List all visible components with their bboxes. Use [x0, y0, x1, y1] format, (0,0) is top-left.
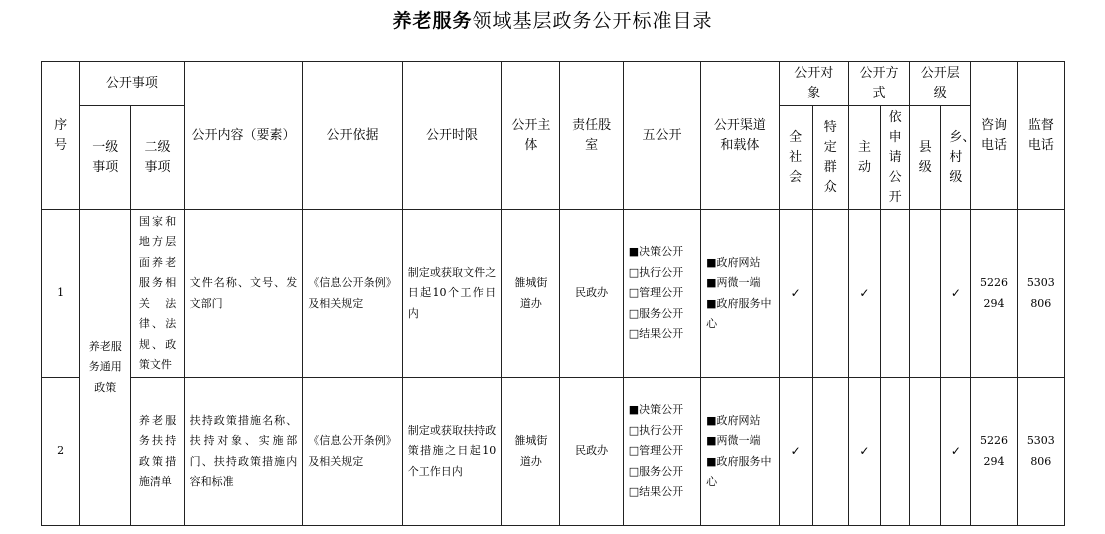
- five-public-item: □服务公开: [628, 306, 684, 320]
- row-five-public: [623, 210, 700, 378]
- five-public-item: ■决策公开: [628, 245, 684, 259]
- header-content: 公开内容（要素）: [184, 62, 303, 210]
- five-public-item: □管理公开: [628, 444, 684, 458]
- row-dept: 民政办: [560, 210, 623, 378]
- header-basis: 公开依据: [303, 62, 402, 210]
- row-target-specific-check: [812, 378, 848, 526]
- header-level2: 二级事项: [131, 106, 184, 210]
- header-level-village: 乡、村级: [941, 106, 971, 210]
- row-basis: 《信息公开条例》及相关规定: [303, 378, 402, 526]
- row-time-limit: 制定或获取扶持政策措施之日起10个工作日内: [402, 378, 501, 526]
- row-target-specific-check: [812, 210, 848, 378]
- row-method-request-check: [881, 378, 910, 526]
- header-row-1: [42, 62, 1065, 106]
- row-target-all-check: ✓: [779, 378, 812, 526]
- row-seq: 1: [42, 210, 80, 378]
- row-level-village-check: ✓: [941, 378, 971, 526]
- row-level2: 养老服务扶持政策措施清单: [131, 378, 184, 526]
- five-public-item: □服务公开: [628, 464, 684, 478]
- row-consult-phone: 5226294: [971, 210, 1017, 378]
- header-supervise-phone: 监督电话: [1017, 62, 1064, 210]
- five-public-item: ■决策公开: [628, 403, 684, 417]
- header-level1: 一级事项: [80, 106, 131, 210]
- page-title: [0, 6, 1105, 33]
- header-seq: 序号: [42, 62, 80, 210]
- row-subject: 雒城街道办: [502, 210, 560, 378]
- header-channel: 公开渠道和载体: [701, 62, 779, 210]
- row-target-all-check: ✓: [779, 210, 812, 378]
- channel-item: ■两微一端: [706, 434, 761, 447]
- row-method-request-check: [881, 210, 910, 378]
- row-basis: 《信息公开条例》及相关规定: [303, 210, 402, 378]
- row-content: 文件名称、文号、发文部门: [184, 210, 303, 378]
- header-target-specific: 特定群众: [812, 106, 848, 210]
- header-dept: 责任股室: [560, 62, 623, 210]
- row-supervise-phone: 5303806: [1017, 210, 1064, 378]
- row-level-village-check: ✓: [941, 210, 971, 378]
- row-content: 扶持政策措施名称、扶持对象、实施部门、扶持政策措施内容和标准: [184, 378, 303, 526]
- row-time-limit: 制定或获取文件之日起10个工作日内: [402, 210, 501, 378]
- header-method: 公开方式: [848, 62, 909, 106]
- row-level-county-check: [910, 378, 941, 526]
- five-public-item: □结果公开: [628, 485, 684, 499]
- header-target: 公开对象: [779, 62, 848, 106]
- row-supervise-phone: 5303806: [1017, 378, 1064, 526]
- header-level-county: 县级: [910, 106, 941, 210]
- row-method-active-check: ✓: [848, 378, 880, 526]
- channel-item: ■政府网站: [706, 255, 761, 269]
- header-method-request: 依申请公开: [881, 106, 910, 210]
- title-rest: 领域基层政务公开标准目录: [472, 10, 713, 32]
- table-row: [42, 378, 1065, 526]
- row-channel: [701, 210, 779, 378]
- row-subject: 雒城街道办: [502, 378, 560, 526]
- row-channel: [701, 378, 779, 526]
- row-level-county-check: [910, 210, 941, 378]
- header-public-matter: 公开事项: [80, 62, 185, 106]
- header-five-public: 五公开: [623, 62, 700, 210]
- row-seq: 2: [42, 378, 80, 526]
- row-dept: 民政办: [560, 378, 623, 526]
- channel-item: ■政府服务中心: [706, 296, 772, 330]
- title-bold: 养老服务: [392, 10, 473, 32]
- header-consult-phone: 咨询电话: [971, 62, 1017, 210]
- header-level: 公开层级: [910, 62, 971, 106]
- channel-item: ■两微一端: [706, 276, 761, 289]
- row-level2: 国家和地方层面养老服务相关法律、法规、政策文件: [131, 210, 184, 378]
- five-public-item: □管理公开: [628, 286, 684, 300]
- five-public-item: □结果公开: [628, 327, 684, 341]
- header-time-limit: 公开时限: [402, 62, 501, 210]
- channel-item: ■政府服务中心: [706, 454, 772, 488]
- level1-item: 养老服务通用政策: [80, 210, 131, 526]
- row-method-active-check: ✓: [848, 210, 880, 378]
- channel-item: ■政府网站: [706, 413, 761, 427]
- row-five-public: [623, 378, 700, 526]
- five-public-item: □执行公开: [628, 265, 684, 279]
- header-target-all: 全社会: [779, 106, 812, 210]
- header-subject: 公开主体: [502, 62, 560, 210]
- five-public-item: □执行公开: [628, 423, 684, 437]
- header-method-active: 主动: [848, 106, 880, 210]
- row-consult-phone: 5226294: [971, 378, 1017, 526]
- catalog-table: [41, 61, 1065, 526]
- table-row: [42, 210, 1065, 378]
